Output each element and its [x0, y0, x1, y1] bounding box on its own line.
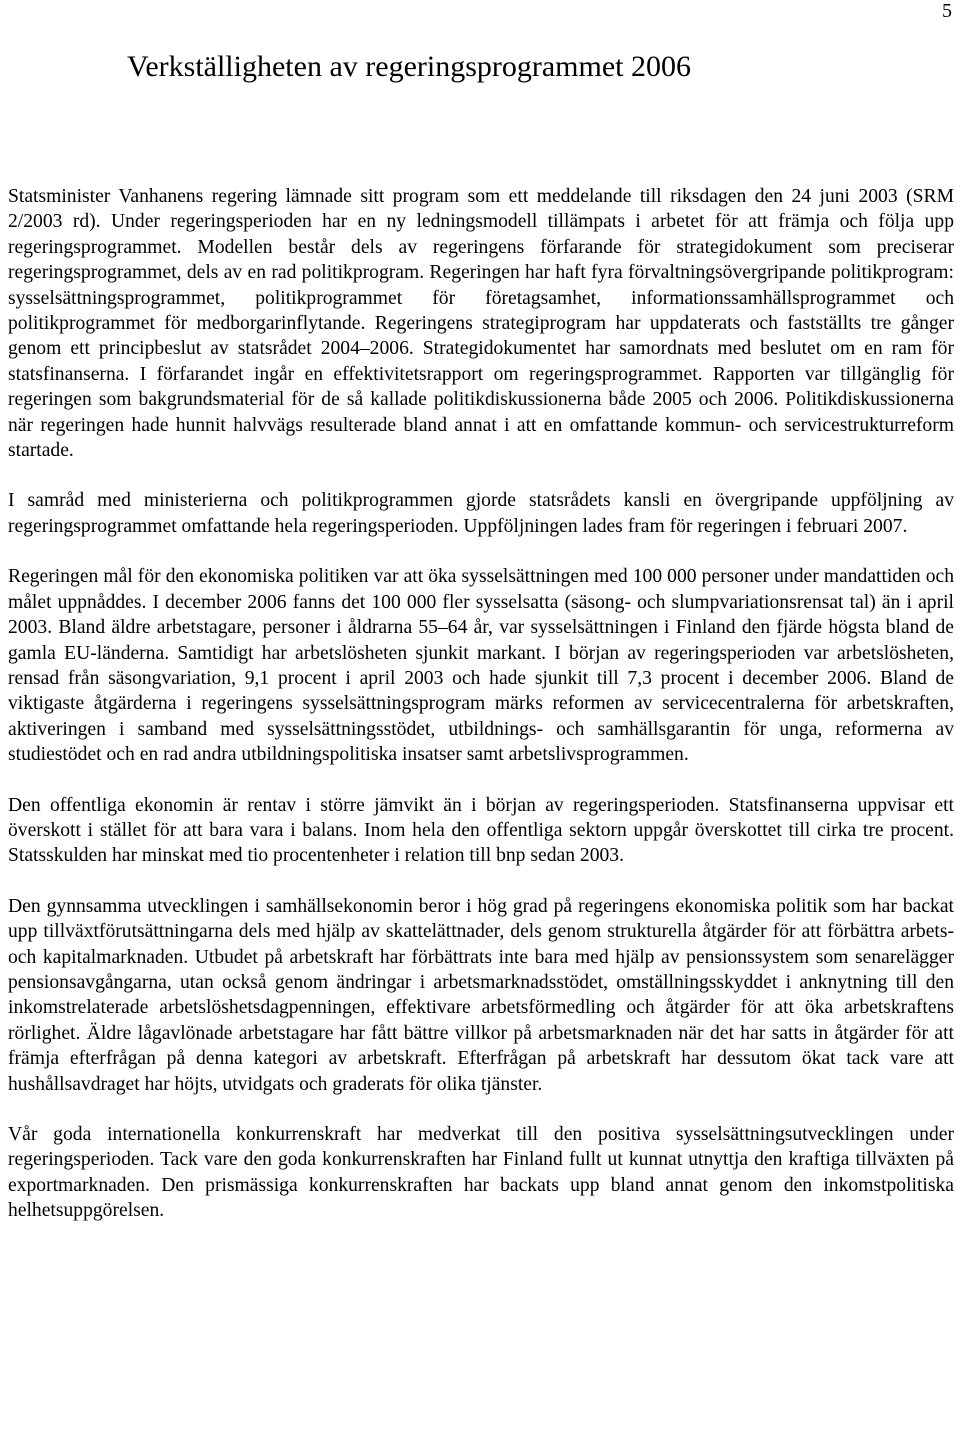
page-number: 5	[942, 0, 952, 22]
paragraph-1: Statsminister Vanhanens regering lämnade sitt program som ett meddelande till riksdagen den 24 juni 2003 (SRM 2/2003 rd). Under regeringsperioden har en ny ledningsmodell tillämpats i arbetet för att främja och följa upp regeringsprogrammet. Modellen består dels av regeringens förfarande för strategidokument som preciserar regeringsprogrammet, dels av en rad politikprogram. Regeringen har haft fyra förvaltningsövergripande politikprogram: sysselsättningsprogrammet, politikprogrammet för företagsamhet, informationssamhällsprogrammet och politikprogrammet för medborgarinflytande. Regeringens strategiprogram har uppdaterats och fastställts tre gånger genom ett principbeslut av statsrådet 2004–2006. Strategidokumentet har samordnats med beslutet om en ram för statsfinanserna. I förfarandet ingår en effektivitetsrapport om regeringsprogrammet. Rapporten var tillgänglig för regeringen som bakgrundsmaterial för de så kallade politikdiskussionerna både 2005 och 2006. Politikdiskussionerna när regeringen hade hunnit halvvägs resulterade bland annat i att en omfattande kommun- och servicestrukturreform startade.	[8, 186, 954, 462]
paragraph-6: Vår goda internationella konkurrenskraft har medverkat till den positiva sysselsättningsutvecklingen under regeringsperioden. Tack vare den goda konkurrenskraften har Finland fullt ut kunnat utnyttja den kraftiga tillväxten på exportmarknaden. Den prismässiga konkurrenskraften har backats upp bland annat genom den inkomstpolitiska helhetsuppgörelsen.	[8, 1124, 954, 1222]
page-title: Verkställigheten av regeringsprogrammet 2006	[127, 50, 691, 83]
paragraph-3: Regeringen mål för den ekonomiska politiken var att öka sysselsättningen med 100 000 personer under mandattiden och målet uppnåddes. I december 2006 fanns det 100 000 fler sysselsatta (säsong- och slumpvariationsrensat tal) än i april 2003. Bland äldre arbetstagare, personer i åldrarna 55–64 år, var sysselsättningen i Finland den fjärde högsta bland de gamla EU-länderna. Samtidigt har arbetslösheten sjunkit markant. I början av regeringsperioden var arbetslösheten, rensad från säsongvariation, 9,1 procent i april 2003 och hade sjunkit till 7,3 procent i december 2006. Bland de viktigaste åtgärderna i regeringens sysselsättningsprogram märks reformen av servicecentralerna för arbetskraften, aktiveringen i samband med sysselsättningsstödet, utbildnings- och samhällsgarantin för unga, reformerna av studiestödet och en rad andra utbildningspolitiska insatser samt arbetslivsprogrammen.	[8, 566, 954, 766]
document-body	[8, 184, 954, 1249]
paragraph-5: Den gynnsamma utvecklingen i samhällsekonomin beror i hög grad på regeringens ekonomiska politik som har backat upp tillväxtförutsättningarna dels med hjälp av skattelättnader, dels genom strukturella åtgärder för att förbättra arbets- och kapitalmarknaden. Utbudet på arbetskraft har förbättrats inte bara med hjälp av pensionssystem som senarelägger pensionsavgångarna, utan också genom ändringar i arbetsmarknadsstödet, omställningsskyddet i anknytning till den inkomstrelaterade arbetslöshetsdagpenningen, effektivare arbetsförmedling och åtgärder för att öka arbetskraftens rörlighet. Äldre lågavlönade arbetstagare har fått bättre villkor på arbetsmarknaden när det har satts in åtgärder för att främja efterfrågan på denna kategori av arbetskraft. Efterfrågan på arbetskraft har dessutom ökat tack vare att hushållsavdraget har höjts, utvidgats och graderats för olika tjänster.	[8, 895, 954, 1095]
paragraph-2: I samråd med ministerierna och politikprogrammen gjorde statsrådets kansli en övergripande uppföljning av regeringsprogrammet omfattande hela regeringsperioden. Uppföljningen lades fram för regeringen i februari 2007.	[8, 490, 954, 537]
paragraph-4: Den offentliga ekonomin är rentav i större jämvikt än i början av regeringsperioden. Statsfinanserna uppvisar ett överskott i stället för att bara vara i balans. Inom hela den offentliga sektorn uppgår överskottet till cirka tre procent. Statsskulden har minskat med tio procentenheter i relation till bnp sedan 2003.	[8, 794, 954, 867]
